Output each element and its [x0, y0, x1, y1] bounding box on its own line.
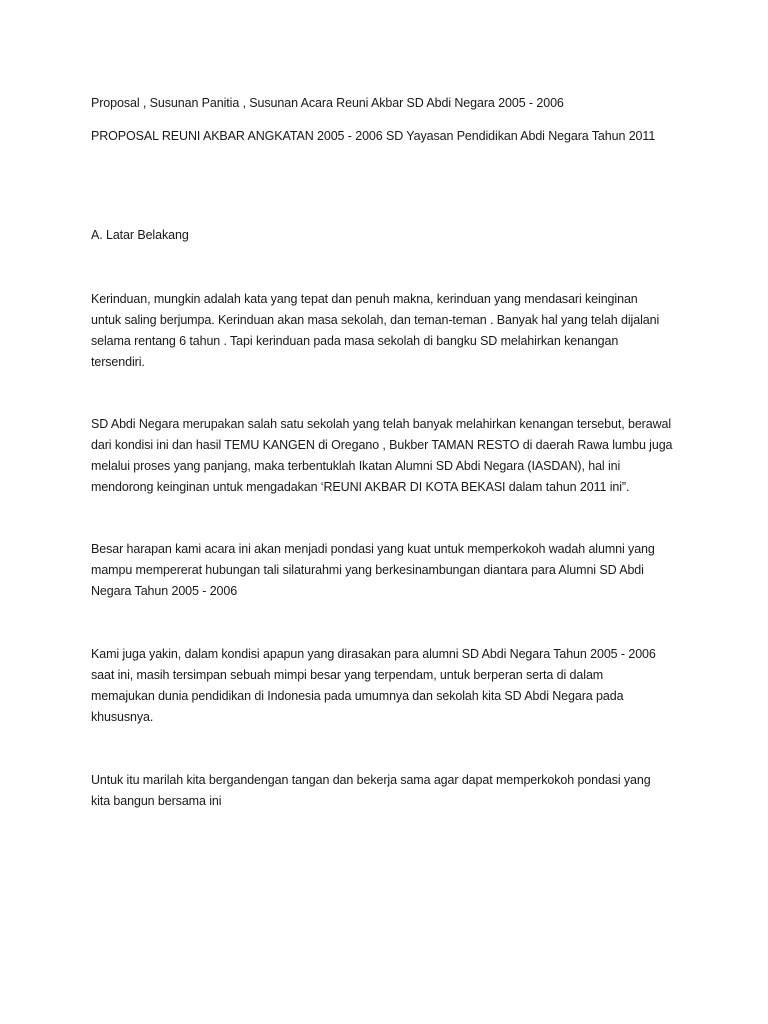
text-line: saat ini, masih tersimpan sebuah mimpi besar yang terpendam, untuk berperan serta di dalam	[91, 668, 604, 682]
text-line: selama rentang 6 tahun . Tapi kerinduan pada masa sekolah di bangku SD melahirkan kenangan	[91, 334, 619, 348]
text-line: Negara Tahun 2005 - 2006	[91, 584, 238, 598]
paragraph-4	[91, 644, 691, 728]
text-line: melalui proses yang panjang, maka terbentuklah Ikatan Alumni SD Abdi Negara (IASDAN), hal ini	[91, 459, 621, 473]
text-line: mampu mempererat hubungan tali silaturahmi yang berkesinambungan diantara para Alumni SD Abdi	[91, 563, 644, 577]
document-title-line	[91, 93, 691, 114]
text-line: Kami juga yakin, dalam kondisi apapun yang dirasakan para alumni SD Abdi Negara Tahun 2005 - 2006	[91, 647, 656, 661]
paragraph-1	[91, 289, 691, 373]
text-line: memajukan dunia pendidikan di Indonesia pada umumnya dan sekolah kita SD Abdi Negara pada	[91, 689, 624, 703]
text-line: dari kondisi ini dan hasil TEMU KANGEN di Oregano , Bukber TAMAN RESTO di daerah Rawa lumbu juga	[91, 438, 673, 452]
text-line: Proposal , Susunan Panitia , Susunan Acara Reuni Akbar SD Abdi Negara 2005 - 2006	[91, 96, 564, 110]
paragraph-2	[91, 414, 691, 498]
proposal-heading	[91, 126, 691, 147]
text-line: untuk saling berjumpa. Kerinduan akan masa sekolah, dan teman-teman . Banyak hal yang telah dijalani	[91, 313, 660, 327]
text-line: tersendiri.	[91, 355, 145, 369]
text-line: khususnya.	[91, 710, 154, 724]
text-line: Kerinduan, mungkin adalah kata yang tepat dan penuh makna, kerinduan yang mendasari keinginan	[91, 292, 638, 306]
text-line: PROPOSAL REUNI AKBAR ANGKATAN 2005 - 2006 SD Yayasan Pendidikan Abdi Negara Tahun 2011	[91, 129, 656, 143]
text-line: A. Latar Belakang	[91, 228, 189, 242]
text-line: mendorong keinginan untuk mengadakan ‘REUNI AKBAR DI KOTA BEKASI dalam tahun 2011 ini”.	[91, 480, 630, 494]
text-line: kita bangun bersama ini	[91, 794, 222, 808]
text-line: Besar harapan kami acara ini akan menjadi pondasi yang kuat untuk memperkokoh wadah alumni yang	[91, 542, 655, 556]
text-line: SD Abdi Negara merupakan salah satu sekolah yang telah banyak melahirkan kenangan tersebut, berawal	[91, 417, 672, 431]
section-heading	[91, 225, 691, 246]
paragraph-3	[91, 539, 691, 602]
paragraph-5	[91, 770, 691, 812]
text-line: Untuk itu marilah kita bergandengan tangan dan bekerja sama agar dapat memperkokoh pondasi yang	[91, 773, 651, 787]
